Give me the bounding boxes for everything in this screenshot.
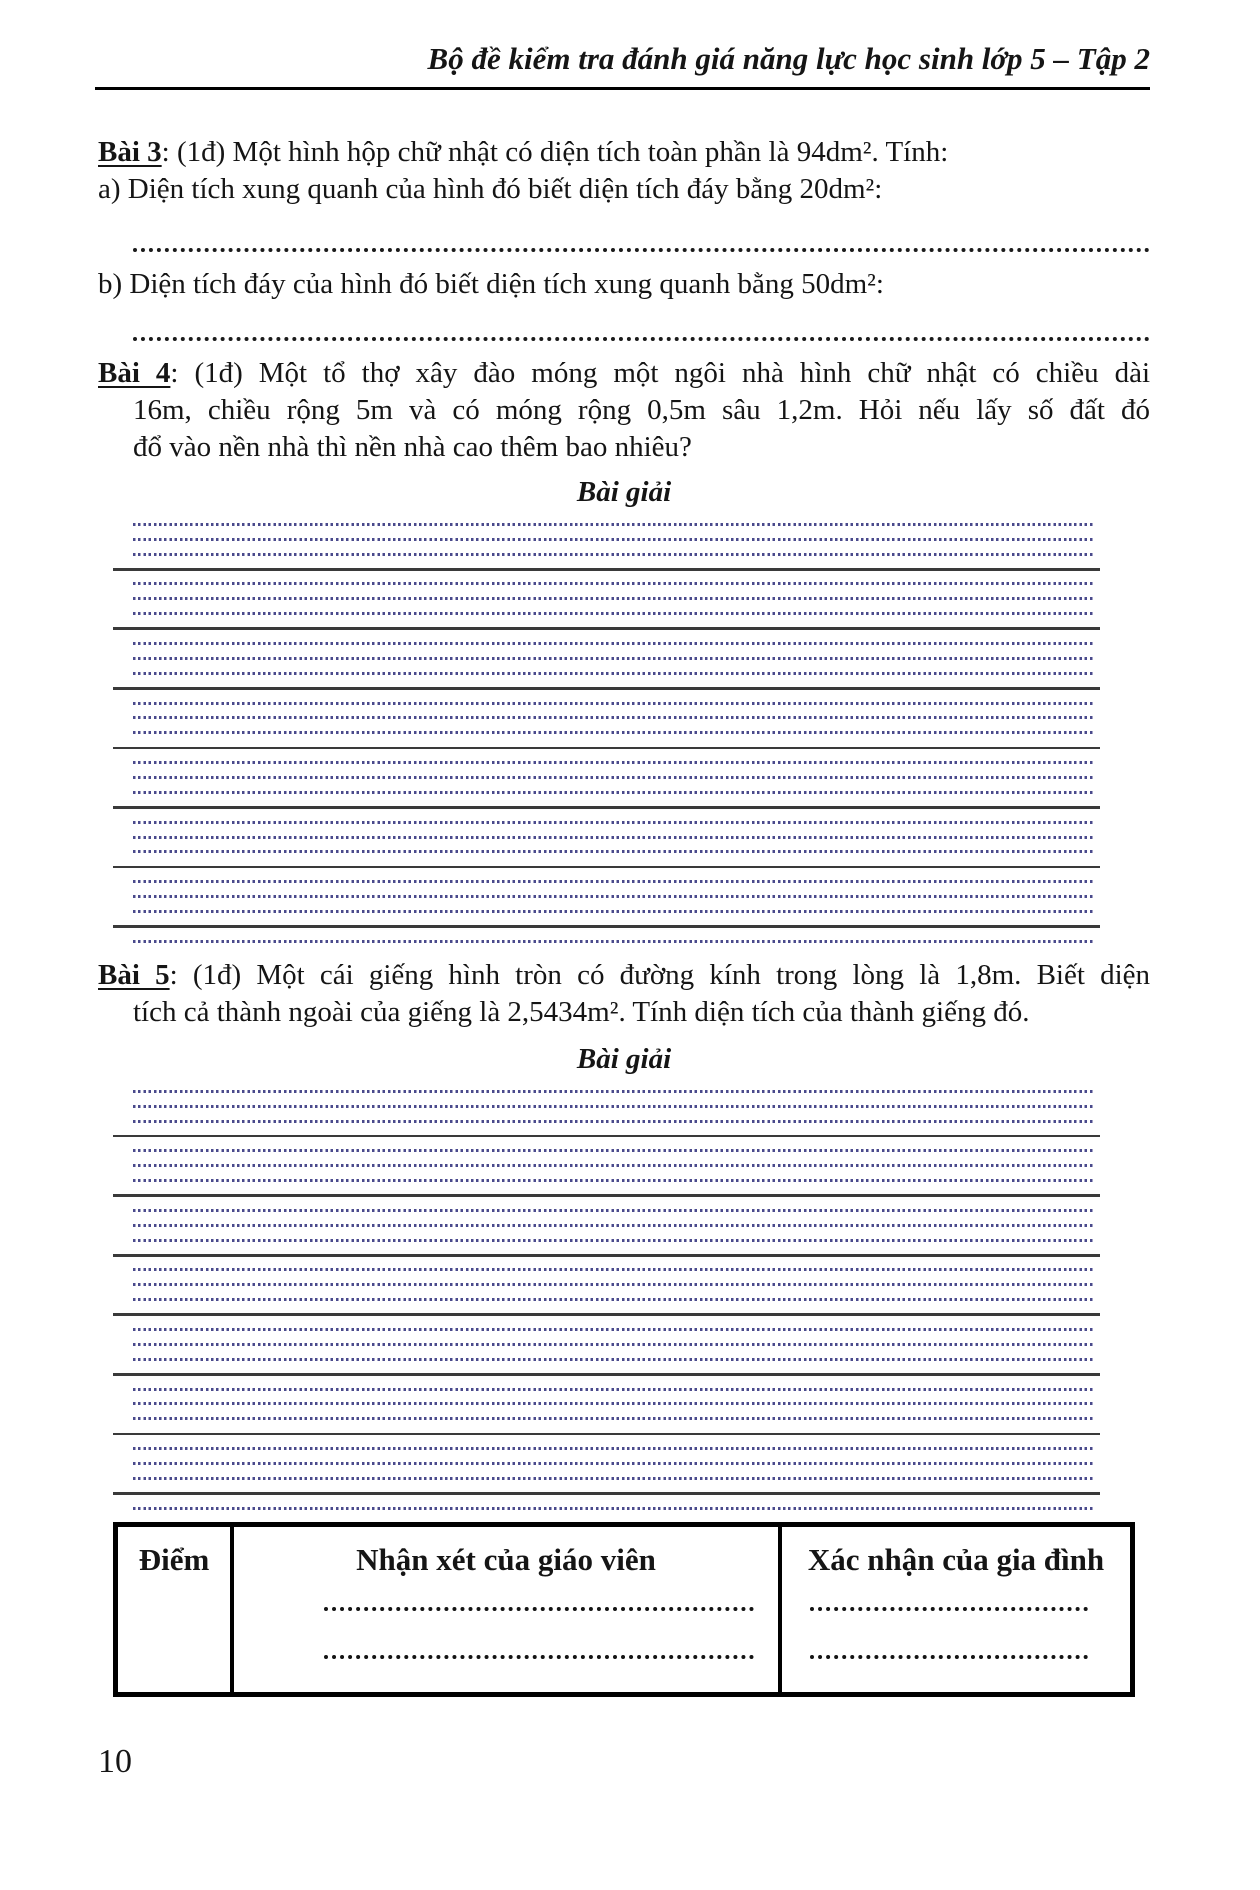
answer-line-dotted xyxy=(113,705,1100,720)
grading-cell-family xyxy=(778,1527,1130,1692)
answer-line-dotted xyxy=(113,1108,1100,1123)
grading-cell-teacher xyxy=(230,1527,778,1692)
answer-leader-line-b xyxy=(133,303,1150,341)
page-header xyxy=(95,0,1150,90)
problem-5-label: Bài 5 xyxy=(98,958,170,991)
answer-line-dotted xyxy=(113,571,1100,586)
problem-4-text-line2: 16m, chiều rộng 5m và có móng rộng 0,5m sâu 1,2m. Hỏi nếu lấy số đất đó xyxy=(133,394,1150,426)
answer-line-dotted xyxy=(113,764,1100,779)
answer-line-dotted xyxy=(113,1331,1100,1346)
answer-line-dotted xyxy=(113,809,1100,824)
problem-3-text: : (1đ) Một hình hộp chữ nhật có diện tích toàn phần là 94dm². Tính: xyxy=(161,136,949,168)
grading-cell-score xyxy=(118,1527,230,1692)
answer-line-solid xyxy=(113,1301,1100,1316)
table-dotted-line xyxy=(324,1627,754,1659)
answer-line-dotted xyxy=(113,511,1100,526)
answer-line-dotted xyxy=(113,1093,1100,1108)
answer-line-dotted xyxy=(113,868,1100,883)
problem-5 xyxy=(98,957,1150,1031)
answer-line-dotted xyxy=(113,1227,1100,1242)
answer-line-dotted xyxy=(113,928,1100,943)
answer-line-dotted xyxy=(113,600,1100,615)
problem-3-item-a: a) Diện tích xung quanh của hình đó biết diện tích đáy bằng 20dm²: xyxy=(98,173,883,205)
table-dotted-line xyxy=(810,1579,1088,1611)
answer-line-dotted xyxy=(113,630,1100,645)
answer-line-dotted xyxy=(113,645,1100,660)
answer-line-dotted xyxy=(113,1167,1100,1182)
problem-3-statement xyxy=(98,134,1150,171)
answer-line-solid xyxy=(113,675,1100,690)
answer-line-dotted xyxy=(113,690,1100,705)
answer-line-dotted xyxy=(113,660,1100,675)
problem-4-text-line3: đổ vào nền nhà thì nền nhà cao thêm bao nhiêu? xyxy=(133,431,692,463)
problem-5-text-line2: tích cả thành ngoài của giếng là 2,5434m². Tính diện tích của thành giếng đó. xyxy=(133,995,1030,1028)
problem-4-label: Bài 4 xyxy=(98,357,171,389)
grading-table xyxy=(113,1522,1135,1697)
problem-3-label: Bài 3 xyxy=(98,136,162,168)
answer-line-solid xyxy=(113,615,1100,630)
answer-line-dotted xyxy=(113,1286,1100,1301)
answer-line-solid xyxy=(113,913,1100,928)
answer-line-dotted xyxy=(113,749,1100,764)
answer-lines-block-2 xyxy=(113,1078,1100,1510)
answer-line-dotted xyxy=(113,719,1100,734)
page-number: 10 xyxy=(98,1742,132,1780)
answer-line-solid xyxy=(113,1123,1100,1138)
running-head-title: Bộ đề kiểm tra đánh giá năng lực học sinh lớp 5 – Tập 2 xyxy=(427,41,1150,76)
answer-lines-block-1 xyxy=(113,511,1100,943)
problem-3-item-b: b) Diện tích đáy của hình đó biết diện tích xung quanh bằng 50dm²: xyxy=(98,268,884,300)
solution-heading-1: Bài giải xyxy=(576,476,672,508)
answer-line-dotted xyxy=(113,1078,1100,1093)
table-dotted-line xyxy=(810,1627,1088,1659)
answer-line-solid xyxy=(113,1480,1100,1495)
answer-line-solid xyxy=(113,1420,1100,1435)
answer-line-dotted xyxy=(113,541,1100,556)
answer-line-dotted xyxy=(113,824,1100,839)
answer-line-dotted xyxy=(113,1137,1100,1152)
answer-line-solid xyxy=(113,556,1100,571)
answer-line-solid xyxy=(113,853,1100,868)
answer-line-dotted xyxy=(113,585,1100,600)
answer-line-dotted xyxy=(113,1391,1100,1406)
grading-header-family: Xác nhận của gia đình xyxy=(807,1541,1105,1577)
answer-line-dotted xyxy=(113,1495,1100,1510)
answer-line-dotted xyxy=(113,898,1100,913)
problem-4-statement xyxy=(98,355,1150,392)
answer-line-solid xyxy=(113,1361,1100,1376)
answer-line-dotted xyxy=(113,1405,1100,1420)
table-dotted-line xyxy=(324,1579,754,1611)
answer-line-dotted xyxy=(113,1152,1100,1167)
solution-heading-2: Bài giải xyxy=(576,1042,672,1075)
answer-line-dotted xyxy=(113,1346,1100,1361)
grading-header-teacher: Nhận xét của giáo viên xyxy=(356,1541,656,1577)
problem-5-statement xyxy=(98,957,1150,994)
answer-line-dotted xyxy=(113,1212,1100,1227)
problem-4-text-line1: : (1đ) Một tổ thợ xây đào móng một ngôi nhà hình chữ nhật có chiều dài xyxy=(170,357,1151,389)
answer-line-dotted xyxy=(113,1197,1100,1212)
answer-line-solid xyxy=(113,794,1100,809)
answer-line-dotted xyxy=(113,1271,1100,1286)
answer-line-dotted xyxy=(113,1450,1100,1465)
answer-line-dotted xyxy=(113,1316,1100,1331)
answer-line-dotted xyxy=(113,1376,1100,1391)
grading-header-score: Điểm xyxy=(138,1541,210,1577)
answer-line-solid xyxy=(113,1182,1100,1197)
answer-line-dotted xyxy=(113,883,1100,898)
answer-line-dotted xyxy=(113,779,1100,794)
answer-line-solid xyxy=(113,734,1100,749)
answer-line-dotted xyxy=(113,1465,1100,1480)
answer-line-dotted xyxy=(113,1257,1100,1272)
problem-5-text-line1: : (1đ) Một cái giếng hình tròn có đường kính trong lòng là 1,8m. Biết diện xyxy=(169,958,1151,991)
problem-4 xyxy=(98,355,1150,466)
answer-line-dotted xyxy=(113,1435,1100,1450)
answer-line-dotted xyxy=(113,526,1100,541)
answer-leader-line-a xyxy=(133,214,1150,252)
problem-3 xyxy=(98,134,1150,341)
answer-line-solid xyxy=(113,1242,1100,1257)
answer-line-dotted xyxy=(113,839,1100,854)
